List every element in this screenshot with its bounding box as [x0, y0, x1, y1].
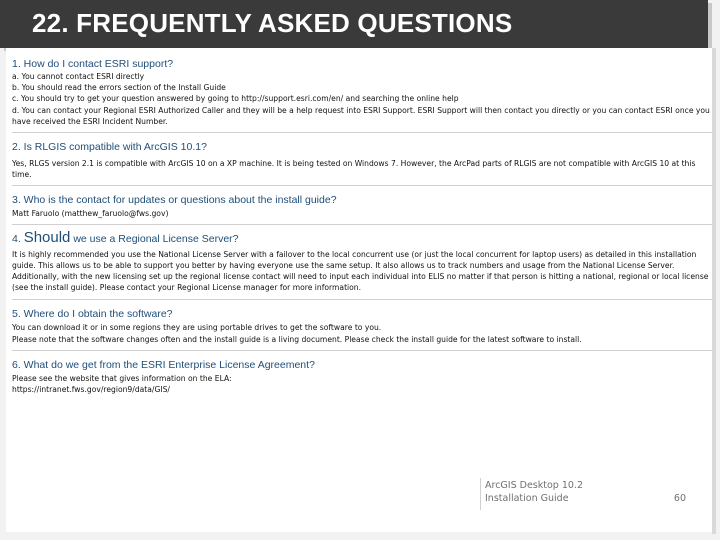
answer-line: https://intranet.fws.gov/region9/data/GIS/ — [12, 385, 170, 395]
question-prefix: 4. — [12, 232, 24, 245]
answer-line: It is highly recommended you use the National License Server with a failover to the local concurrent use (or just the local concurrent for laptop users) as detailed in this installation guide. This allows us to be able to support you better by having everyone use the same setup. It also allows us to track numbers and usage from the National License Server. Additionally, with the new licensing set up the regional license contact will need to input each individual into ELIS no matter if that person is hitting a national, regional or local license (see the install guide). Please contact your Regional License manager for more information. — [12, 249, 709, 293]
footer-divider — [480, 478, 481, 510]
answer-line: b. You should read the errors section of the Install Guide — [12, 83, 226, 93]
faq-question: 5. Where do I obtain the software? — [12, 308, 173, 321]
faq-question: 3. Who is the contact for updates or questions about the install guide? — [12, 194, 337, 207]
answer-line: a. You cannot contact ESRI directly — [12, 72, 145, 81]
faq-question: 2. Is RLGIS compatible with ArcGIS 10.1? — [12, 141, 207, 154]
faq-answer — [12, 158, 712, 180]
faq-question — [12, 228, 712, 246]
answer-line: c. You should try to get your question answered by going to http://support.esri.com/en/ and searching the online help — [12, 94, 459, 104]
page-number: 60 — [673, 493, 686, 504]
answer-line: d. You can contact your Regional ESRI Authorized Caller and they will be a help request into ESRI Support. ESRI Support will then contact you directly or you can contact ESRI once you have received the ESRI Incident Number. — [12, 105, 710, 126]
answer-line: Matt Faruolo (matthew_faruolo@fws.gov) — [12, 209, 169, 219]
faq-answer — [12, 322, 712, 344]
faq-item — [12, 308, 712, 344]
faq-answer — [12, 71, 712, 127]
faq-item — [12, 359, 712, 395]
faq-question: 6. What do we get from the ESRI Enterprise License Agreement? — [12, 358, 315, 371]
footer-product: ArcGIS Desktop 10.2 — [485, 480, 583, 491]
faq-item — [12, 58, 712, 127]
faq-answer — [12, 208, 712, 219]
answer-line: Yes, RLGS version 2.1 is compatible with ArcGIS 10 on a XP machine. It is being tested on Windows 7. However, the ArcPad parts of RLGIS are not compatible with ArcGIS 10 at this time. — [12, 159, 696, 180]
faq-list — [12, 56, 712, 395]
title-banner — [0, 0, 708, 48]
question-emphasis: Should — [23, 228, 71, 246]
faq-answer — [12, 373, 712, 395]
divider — [12, 224, 712, 225]
footer-document: Installation Guide — [485, 493, 569, 504]
divider — [12, 299, 712, 300]
answer-line: Please see the website that gives information on the ELA: — [12, 373, 232, 383]
divider — [12, 132, 712, 133]
faq-answer — [12, 249, 712, 294]
page-title: 22. FREQUENTLY ASKED QUESTIONS — [32, 8, 513, 38]
page-shadow — [712, 48, 716, 534]
faq-item — [12, 228, 712, 294]
answer-line: Please note that the software changes often and the install guide is a living document. Please check the install guide for the latest software to install. — [12, 334, 582, 344]
slide-footer — [480, 480, 696, 512]
question-rest: we use a Regional License Server? — [70, 232, 239, 245]
divider — [12, 350, 712, 351]
faq-item — [12, 194, 712, 219]
faq-item — [12, 141, 712, 180]
divider — [12, 185, 712, 186]
faq-question: 1. How do I contact ESRI support? — [12, 58, 174, 70]
answer-line: You can download it or in some regions they are using portable drives to get the software to you. — [12, 323, 382, 333]
